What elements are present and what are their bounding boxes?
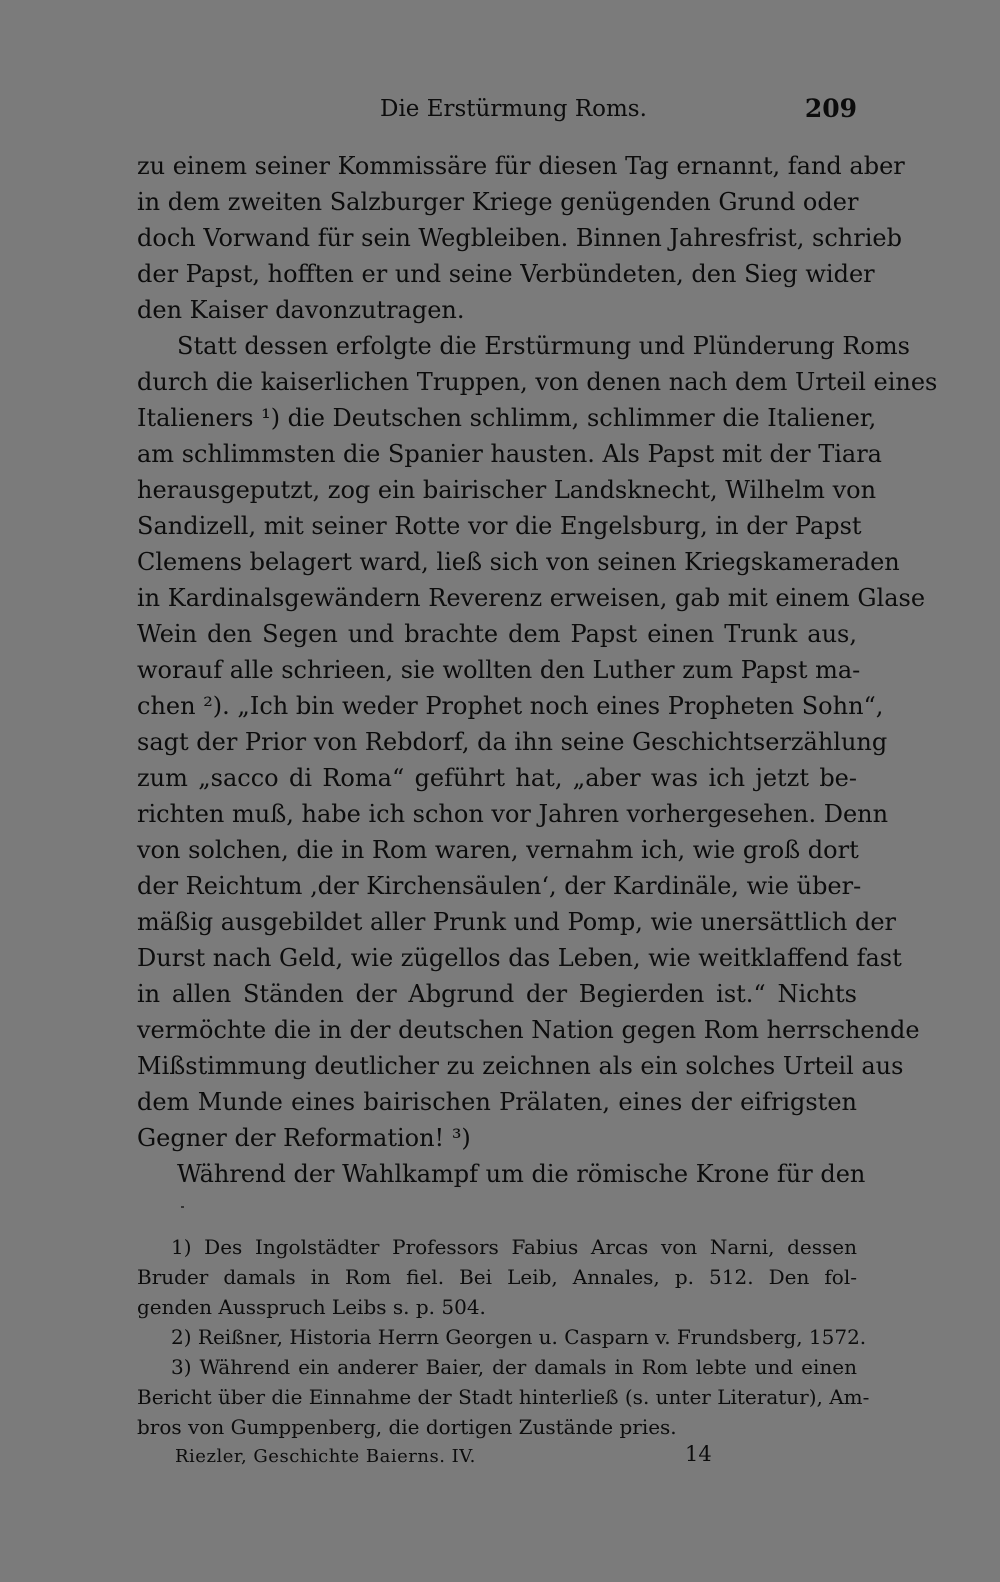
- footnote-line: 2) Reißner, Historia Herrn Georgen u. Casparn v. Frundsberg, 1572.: [171, 1325, 867, 1349]
- printer-signature: Riezler, Geschichte Baierns. IV.: [175, 1446, 476, 1467]
- text-line: Mißstimmung deutlicher zu zeichnen als ein solches Urteil aus: [137, 1052, 904, 1080]
- text-line: den Kaiser davonzutragen.: [137, 296, 465, 324]
- footnote-line: 1) Des Ingolstädter Professors Fabius Arcas von Narni, dessen: [171, 1235, 857, 1259]
- text-line: zu einem seiner Kommissäre für diesen Tag ernannt, fand aber: [137, 152, 905, 180]
- page-number: 209: [804, 94, 857, 123]
- text-line: der Reichtum ‚der Kirchensäulen‘, der Kardinäle, wie über-: [137, 872, 862, 900]
- text-line: in Kardinalsgewändern Reverenz erweisen, gab mit einem Glase: [137, 584, 926, 612]
- text-line: Durst nach Geld, wie zügellos das Leben, wie weitklaffend fast: [137, 944, 902, 972]
- page-header: [137, 88, 857, 128]
- running-title: Die Erstürmung Roms.: [380, 96, 647, 122]
- footnotes: [137, 1232, 870, 1442]
- text-line: zum „sacco di Roma“ geführt hat, „aber was ich jetzt be-: [137, 764, 857, 792]
- footnote-line: 3) Während ein anderer Baier, der damals in Rom lebte und einen: [171, 1355, 857, 1379]
- text-line: Gegner der Reformation! ³): [137, 1124, 471, 1152]
- text-line: richten muß, habe ich schon vor Jahren vorhergesehen. Denn: [137, 800, 889, 828]
- text-line: Clemens belagert ward, ließ sich von seinen Kriegskameraden: [137, 548, 900, 576]
- text-line: doch Vorwand für sein Wegbleiben. Binnen Jahresfrist, schrieb: [137, 224, 902, 252]
- footnote-line: bros von Gumppenberg, die dortigen Zustände pries.: [137, 1415, 677, 1439]
- text-line: von solchen, die in Rom waren, vernahm ich, wie groß dort: [137, 836, 859, 864]
- paragraph-start-line: Während der Wahlkampf um die römische Krone für den: [177, 1160, 866, 1188]
- text-line: chen ²). „Ich bin weder Prophet noch eines Propheten Sohn“,: [137, 692, 884, 720]
- text-line: in allen Ständen der Abgrund der Begierden ist.“ Nichts: [137, 980, 857, 1008]
- paragraph-start-line: Statt dessen erfolgte die Erstürmung und Plünderung Roms: [177, 332, 910, 360]
- text-line: herausgeputzt, zog ein bairischer Landsknecht, Wilhelm von: [137, 476, 877, 504]
- text-line: vermöchte die in der deutschen Nation gegen Rom herrschende: [137, 1016, 920, 1044]
- signature-mark: 14: [685, 1442, 712, 1466]
- text-line: Italieners ¹) die Deutschen schlimm, schlimmer die Italiener,: [137, 404, 877, 432]
- text-line: der Papst, hofften er und seine Verbündeten, den Sieg wider: [137, 260, 875, 288]
- text-line: worauf alle schrieen, sie wollten den Luther zum Papst ma-: [137, 656, 861, 684]
- text-line: sagt der Prior von Rebdorf, da ihn seine Geschichtserzählung: [137, 728, 888, 756]
- body-text: [137, 148, 938, 1192]
- footnote-separator: [181, 1206, 184, 1208]
- text-line: Wein den Segen und brachte dem Papst einen Trunk aus,: [137, 620, 857, 648]
- text-line: mäßig ausgebildet aller Prunk und Pomp, wie unersättlich der: [137, 908, 897, 936]
- text-line: am schlimmsten die Spanier hausten. Als Papst mit der Tiara: [137, 440, 882, 468]
- footnote-line: genden Ausspruch Leibs s. p. 504.: [137, 1295, 486, 1319]
- footnote-line: Bericht über die Einnahme der Stadt hinterließ (s. unter Literatur), Am-: [137, 1385, 870, 1409]
- text-line: durch die kaiserlichen Truppen, von denen nach dem Urteil eines: [137, 368, 938, 396]
- footnote-line: Bruder damals in Rom fiel. Bei Leib, Annales, p. 512. Den fol-: [137, 1265, 857, 1289]
- text-line: in dem zweiten Salzburger Kriege genügenden Grund oder: [137, 188, 859, 216]
- text-line: dem Munde eines bairischen Prälaten, eines der eifrigsten: [137, 1088, 857, 1116]
- text-line: Sandizell, mit seiner Rotte vor die Engelsburg, in der Papst: [137, 512, 862, 540]
